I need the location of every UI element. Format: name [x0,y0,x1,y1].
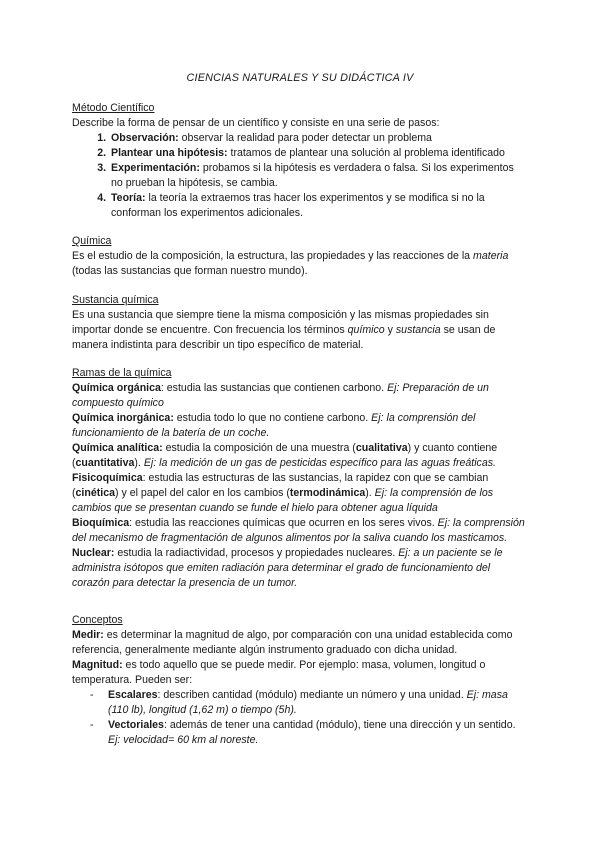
section-quimica [72,234,527,279]
step-item: 2. Plantear una hipótesis: tratamos de plantear una solución al problema identificado [109,146,527,161]
sustancia-definition: Es una sustancia que siempre tiene la misma composición y las mismas propiedades sin importar donde se encuentre. Con frecuencia los términos químico y sustancia se usan de manera indistinta para describir un tipo específico de material. [72,309,496,351]
heading-metodo-cientifico: Método Científico [72,102,155,114]
heading-conceptos: Conceptos [72,614,123,626]
section-sustancia-quimica [72,293,527,353]
magnitud-types-list [72,688,527,748]
concepto-magnitud: Magnitud: es todo aquello que se puede medir. Por ejemplo: masa, volumen, longitud o temperatura. Pueden ser: [72,659,486,686]
section-ramas-quimica [72,366,527,591]
section-metodo-cientifico [72,101,527,221]
document-title: CIENCIAS NATURALES Y SU DIDÁCTICA IV [186,72,414,84]
section-conceptos [72,613,527,748]
step-item: 3. Experimentación: probamos si la hipótesis es verdadera o falsa. Si los experimentos no prueban la hipótesis, se cambia. [109,161,527,191]
rama-organica: Química orgánica: estudia las sustancias que contienen carbono. Ej: Preparación de un compuesto químico [72,382,489,409]
magnitud-vectoriales: - Vectoriales: además de tener una cantidad (módulo), tiene una dirección y un sentido. Ej: velocidad= 60 km al noreste. [72,718,527,748]
heading-sustancia-quimica: Sustancia química [72,294,159,306]
concepto-medir: Medir: es determinar la magnitud de algo, por comparación con una unidad establecida como referencia, generalmente mediante algún instrumento graduado con dicha unidad. [72,629,513,656]
steps-list [72,131,527,221]
step-item: 4. Teoría: la teoría la extraemos tras hacer los experimentos y se modifica si no la conforman los experimentos adicionales. [109,191,527,221]
heading-quimica: Química [72,235,112,247]
rama-bioquimica: Bioquímica: estudia las reacciones químicas que ocurren en los seres vivos. Ej: la comprensión del mecanismo de fragmentación de algunos alimentos por la saliva cuando los masticamos. [72,517,525,544]
quimica-definition: Es el estudio de la composición, la estructura, las propiedades y las reacciones de la materia (todas las sustancias que forman nuestro mundo). [72,250,509,277]
heading-ramas-quimica: Ramas de la química [72,367,172,379]
metodo-intro: Describe la forma de pensar de un científico y consiste en una serie de pasos: [72,117,440,129]
rama-analitica: Química analítica: estudia la composición de una muestra (cualitativa) y cuanto contiene (cuantitativa). Ej: la medición de un gas de pesticidas específico para las aguas freáticas. [72,442,498,469]
magnitud-escalares: - Escalares: describen cantidad (módulo) mediante un número y una unidad. Ej: masa (110 lb), longitud (1,62 m) o tiempo (5h). [72,688,527,718]
rama-inorganica: Química inorgánica: estudia todo lo que no contiene carbono. Ej: la comprensión del funcionamiento de la batería de un coche. [72,412,476,439]
rama-fisicoquimica: Fisicoquímica: estudia las estructuras de las sustancias, la rapidez con que se cambian (cinética) y el papel del calor en los cambios (termodinámica). Ej: la comprensión de los cambios que se presentan cuando se funde el hielo para obtener agua líquida [72,472,494,514]
rama-nuclear: Nuclear: estudia la radiactividad, procesos y propiedades nucleares. Ej: a un paciente se le administra isótopos que emiten radiación para determinar el grado de funcionamiento del corazón para detectar la presencia de un tumor. [72,547,503,589]
step-item: 1. Observación: observar la realidad para poder detectar un problema [109,131,527,146]
